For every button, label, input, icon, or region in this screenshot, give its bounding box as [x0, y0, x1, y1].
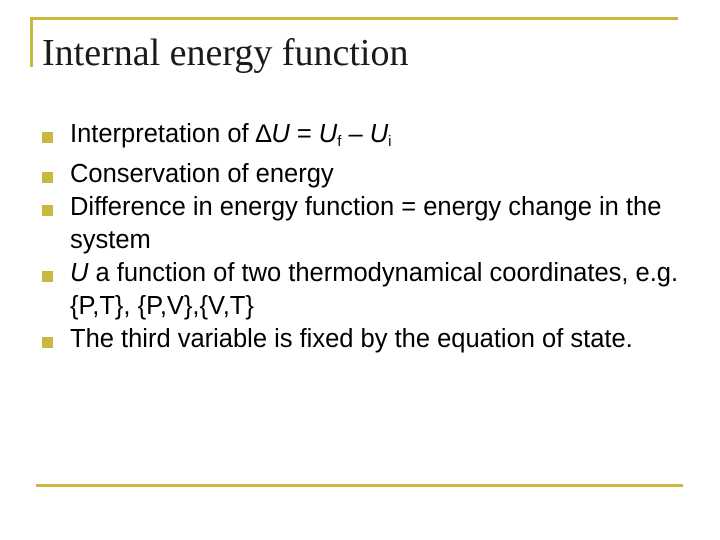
square-bullet-icon — [42, 172, 53, 183]
bullet-item-coordinates — [38, 257, 698, 323]
square-bullet-icon — [42, 271, 53, 282]
variable-u-final: U — [318, 120, 338, 148]
square-bullet-icon — [42, 132, 53, 143]
bottom-rule — [36, 484, 683, 487]
variable-u: U — [70, 259, 89, 287]
bullet-list — [38, 118, 698, 356]
bullet-text: Difference in energy function = energy change in the system — [70, 193, 662, 254]
bullet-item-interpretation — [38, 118, 698, 158]
variable-u-initial: U — [369, 120, 389, 148]
bullet-text: a function of two thermodynamical coordinates, e.g. {P,T}, {P,V},{V,T} — [70, 259, 679, 320]
bullet-text: Conservation of energy — [70, 160, 334, 188]
left-rule — [30, 17, 33, 67]
bullet-text: The third variable is fixed by the equation of state. — [70, 325, 633, 353]
bullet-text: Interpretation of — [70, 120, 256, 148]
bullet-item-third-variable — [38, 323, 698, 356]
square-bullet-icon — [42, 205, 53, 216]
minus-sign: – — [341, 120, 370, 148]
bullet-item-conservation — [38, 158, 698, 191]
equals-sign: = — [289, 120, 319, 148]
top-rule — [30, 17, 678, 20]
variable-u: U — [271, 120, 290, 148]
delta-symbol: ∆ — [255, 120, 272, 148]
subscript-i: i — [388, 133, 392, 150]
square-bullet-icon — [42, 337, 53, 348]
slide-title: Internal energy function — [42, 32, 409, 74]
bullet-item-difference — [38, 191, 698, 257]
subscript-f: f — [337, 133, 342, 150]
